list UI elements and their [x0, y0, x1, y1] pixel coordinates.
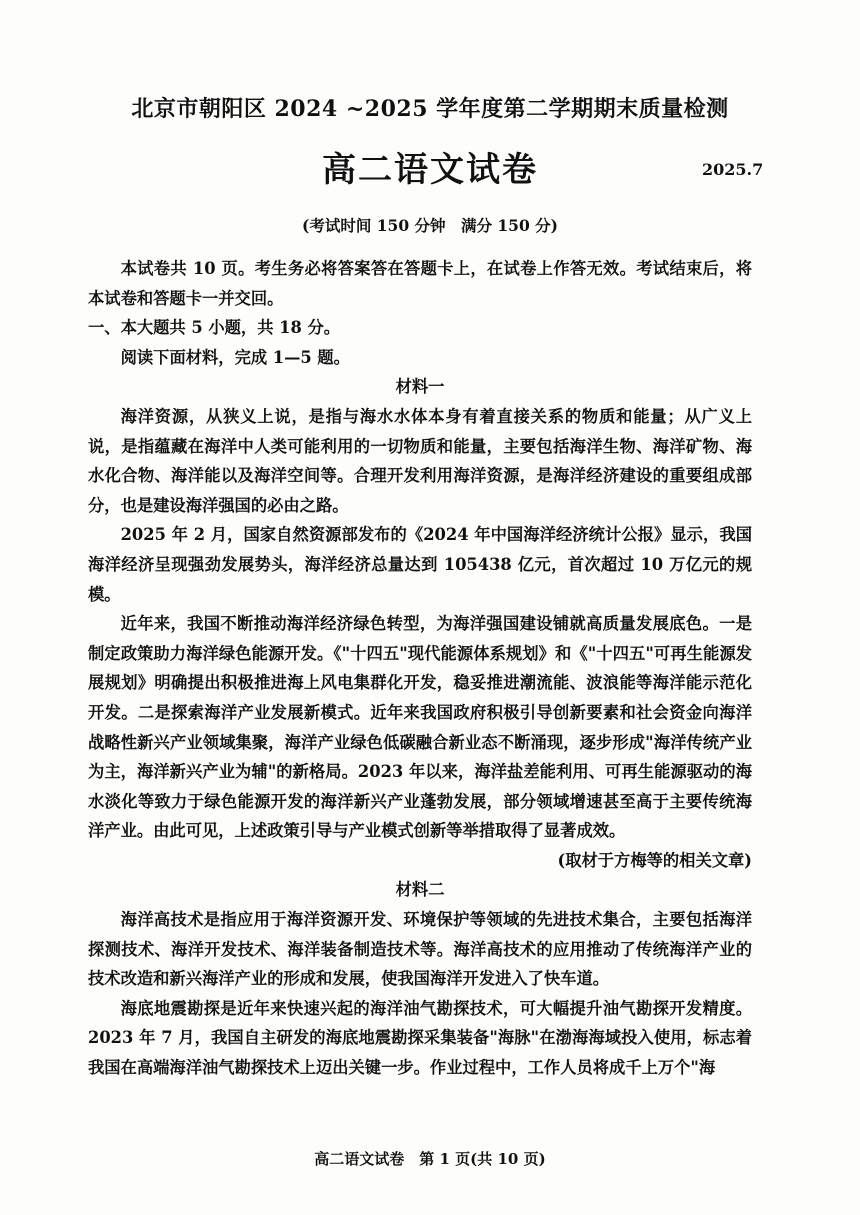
exam-body [88, 254, 752, 1083]
page-footer: 高二语文试卷 第 1 页(共 10 页) [314, 1150, 546, 1168]
section-heading: 一、本大题共 5 小题，共 18 分。 [88, 318, 341, 338]
page-title: 高二语文试卷 [322, 150, 538, 190]
exam-header-title: 北京市朝阳区 2024 ~2025 学年度第二学期期末质量检测 [131, 96, 729, 122]
exam-date: 2025.7 [702, 160, 764, 179]
material-one-source: (取材于方梅等的相关文章) [557, 850, 752, 870]
instructions-text: 本试卷共 10 页。考生务必将答案答在答题卡上，在试卷上作答无效。考试结束后，将本试卷和答题卡一并交回。 [88, 259, 752, 308]
section-direction: 阅读下面材料，完成 1—5 题。 [120, 347, 350, 367]
exam-time-score-info: (考试时间 150 分钟 满分 150 分) [302, 216, 558, 235]
material-two-paragraph: 海底地震勘探是近年来快速兴起的海洋油气勘探技术，可大幅提升油气勘探开发精度。2023 年 7 月，我国自主研发的海底地震勘探采集装备"海脉"在渤海海域投入使用，标志着我国在高端海洋油气勘探技术上迈出关键一步。作业过程中，工作人员将成千上万个"海 [88, 998, 752, 1078]
material-one-title: 材料一 [395, 377, 445, 397]
material-two-paragraph: 海洋高技术是指应用于海洋资源开发、环境保护等领域的先进技术集合，主要包括海洋探测技术、海洋开发技术、海洋装备制造技术等。海洋高技术的应用推动了传统海洋产业的技术改造和新兴海洋产业的形成和发展，使我国海洋开发进入了快车道。 [88, 910, 752, 989]
material-one-paragraph: 海洋资源，从狭义上说，是指与海水水体本身有着直接关系的物质和能量；从广义上说，是指蕴藏在海洋中人类可能利用的一切物质和能量，主要包括海洋生物、海洋矿物、海水化合物、海洋能以及海洋空间等。合理开发利用海洋资源，是海洋经济建设的重要组成部分，也是建设海洋强国的必由之路。 [88, 406, 752, 515]
material-one-paragraph: 近年来，我国不断推动海洋经济绿色转型，为海洋强国建设铺就高质量发展底色。一是制定政策助力海洋绿色能源开发。《"十四五"现代能源体系规划》和《"十四五"可再生能源发展规划》明确提出积极推进海上风电集群化开发，稳妥推进潮流能、波浪能等海洋能示范化开发。二是探索海洋产业发展新模式。近年来我国政府积极引导创新要素和社会资金向海洋战略性新兴产业领域集聚，海洋产业绿色低碳融合新业态不断涌现，逐步形成"海洋传统产业为主，海洋新兴产业为辅"的新格局。2023 年以来，海洋盐差能利用、可再生能源驱动的海水淡化等致力于绿色能源开发的海洋新兴产业蓬勃发展，部分领域增速甚至高于主要传统海洋产业。由此可见，上述政策引导与产业模式创新等举措取得了显著成效。 [88, 614, 752, 841]
material-one-paragraph: 2025 年 2 月，国家自然资源部发布的《2024 年中国海洋经济统计公报》显示，我国海洋经济呈现强劲发展势头，海洋经济总量达到 105438 亿元，首次超过 10 万亿元的规模。 [88, 525, 752, 604]
material-two-title: 材料二 [395, 880, 445, 900]
